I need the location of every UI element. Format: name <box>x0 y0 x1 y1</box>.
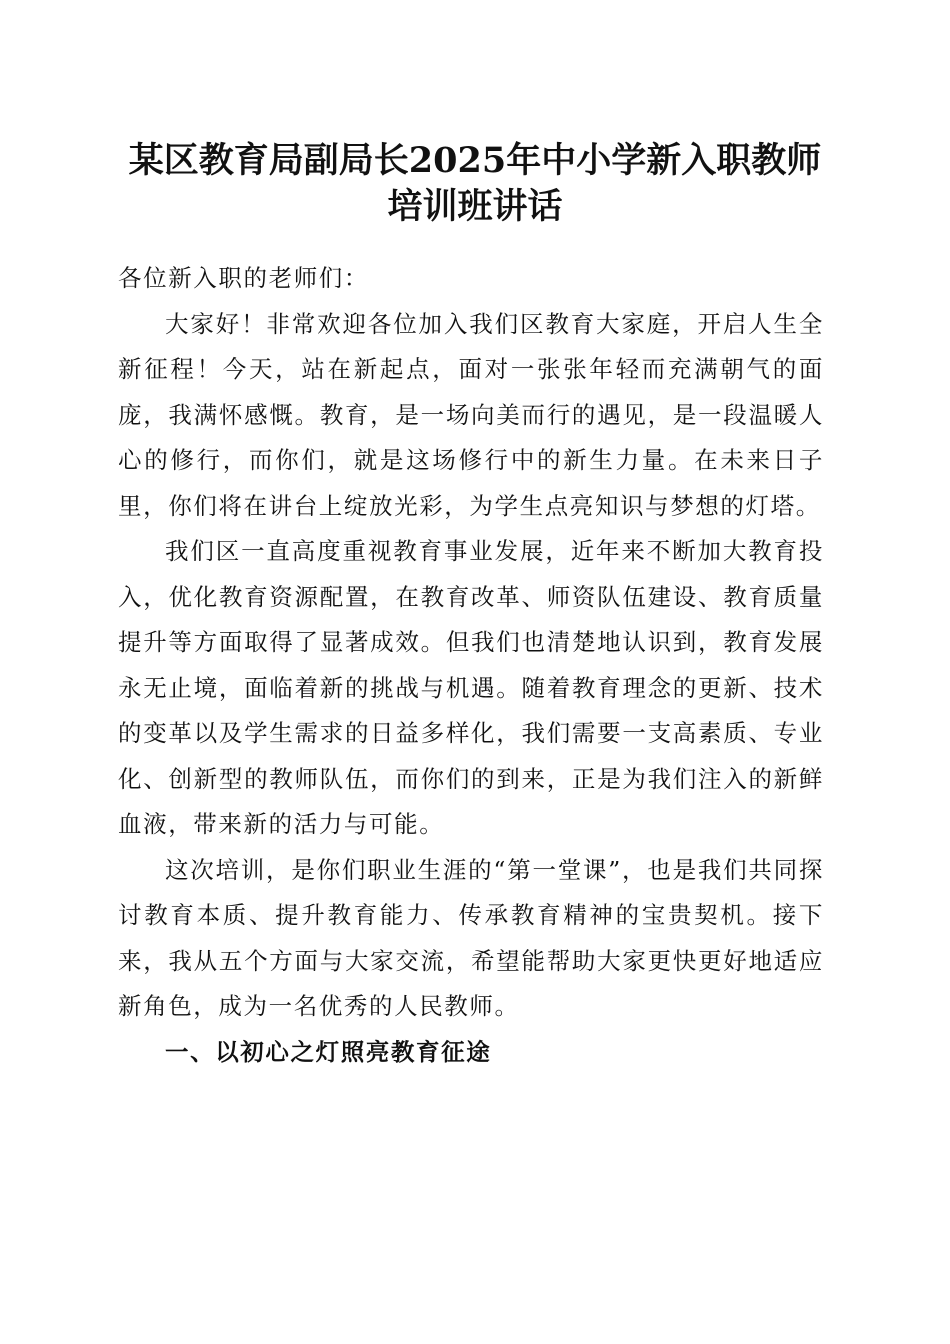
section-heading-1: 一、以初心之灯照亮教育征途 <box>165 1037 492 1066</box>
document-body <box>118 256 824 1075</box>
paragraph-3: 这次培训，是你们职业生涯的“第一堂课”，也是我们共同探讨教育本质、提升教育能力、传承教育精神的宝贵契机。接下来，我从五个方面与大家交流，希望能帮助大家更快更好地适应新角色，成为一名优秀的人民教师。 <box>118 855 824 1020</box>
title-line-1: 某区教育局副局长2025年中小学新入职教师 <box>128 140 822 181</box>
paragraph-1: 大家好！非常欢迎各位加入我们区教育大家庭，开启人生全新征程！今天，站在新起点，面对一张张年轻而充满朝气的面庞，我满怀感慨。教育，是一场向美而行的遇见，是一段温暖人心的修行，而你们，就是这场修行中的新生力量。在未来日子里，你们将在讲台上绽放光彩，为学生点亮知识与梦想的灯塔。 <box>118 309 824 520</box>
document-title <box>110 138 840 230</box>
salutation: 各位新入职的老师们： <box>118 264 369 292</box>
paragraph-2: 我们区一直高度重视教育事业发展，近年来不断加大教育投入，优化教育资源配置，在教育改革、师资队伍建设、教育质量提升等方面取得了显著成效。但我们也清楚地认识到，教育发展永无止境，面临着新的挑战与机遇。随着教育理念的更新、技术的变革以及学生需求的日益多样化，我们需要一支高素质、专业化、创新型的教师队伍，而你们的到来，正是为我们注入的新鲜血液，带来新的活力与可能。 <box>118 537 824 838</box>
title-line-2: 培训班讲话 <box>387 186 563 227</box>
